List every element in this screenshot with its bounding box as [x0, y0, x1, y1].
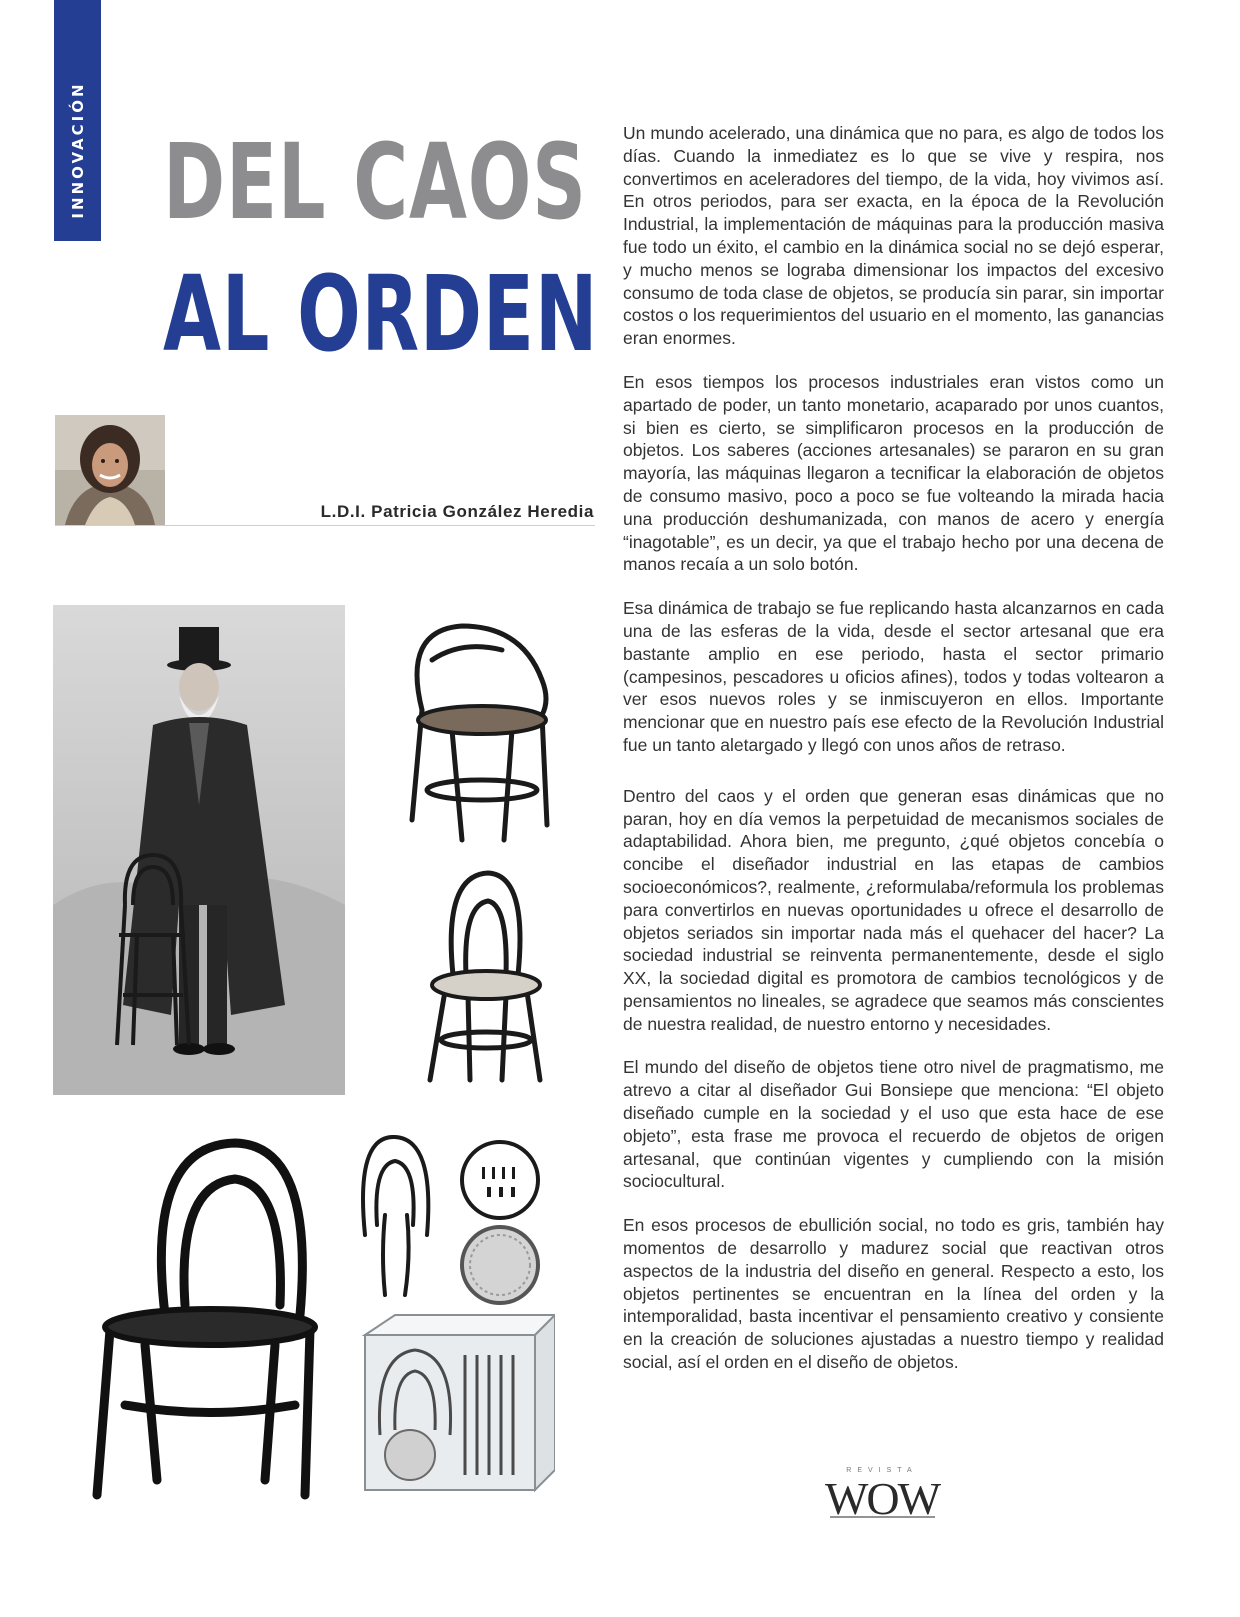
bentwood-chair-illustration — [408, 865, 558, 1090]
author-divider — [55, 525, 595, 526]
armchair-illustration — [392, 620, 572, 850]
logo-name: WOW — [824, 1473, 940, 1522]
no14-chair-illustration — [85, 1135, 335, 1505]
article-paragraph: Dentro del caos y el orden que generan esas dinámicas que no paran, hoy en día vemos la perpetuidad de mecanismos sociales de adaptabilidad. Ahora bien, me pregunto, ¿qué objetos concebía o concibe el diseñador industrial en las etapas de cambios socioeconómicos?, realmente, ¿reformulaba/reformula los problemas para convertirlos en nuevas oportunidades u ofrece el desarrollo de objetos seriados sin importar nada más el quehacer del hacer? La sociedad industrial se reinventa permanentemente, desde el siglo XX, la sociedad digital es promotora de cambios tecnológicos y de pensamientos no lineales, se agradece que seamos más conscientes de nuestra realidad, de nuestro entorno y necesidades. — [623, 785, 1164, 1034]
chair-parts-illustration — [355, 1135, 555, 1495]
section-label: INNOVACIÓN — [68, 81, 87, 219]
article-paragraph: El mundo del diseño de objetos tiene otro nivel de pragmatismo, me atrevo a citar al diseñador Gui Bonsiepe que menciona: “El objeto diseñado cumple en la sociedad y el uso que esta hace de ese objeto”, esta frase me provoca el recuerdo de objetos de origen artesanal, que continúan vigentes y cumpliendo con la misión sociocultural. — [623, 1057, 1164, 1192]
article-paragraph: Un mundo acelerado, una dinámica que no para, es algo de todos los días. Cuando la inmediatez es lo que se vive y respira, nos convertimos en aceleradores del tiempo, de la vida, hoy vivimos así. En otros periodos, para ser exacta, en la época de la Revolución Industrial, la implementación de máquinas para la producción masiva fue todo un éxito, el cambio en la dinámica social no se dejó esperar, y mucho menos se lograba dimensionar los impactos del excesivo consumo de toda clase de objetos, se producía sin parar, sin importar costos o los requerimientos del usuario en el momento, las ganancias eran enormes. — [623, 123, 1164, 349]
magazine-logo — [810, 1462, 955, 1522]
logo-kicker: REVISTA — [846, 1467, 918, 1474]
headline-line-1: DEL CAOS — [163, 121, 587, 243]
section-tab — [54, 0, 101, 241]
article-paragraph: Esa dinámica de trabajo se fue replicando hasta alcanzarnos en cada una de las esferas de la vida, desde el sector artesanal que era bastante amplio en ese periodo, hasta el sector primario (campesinos, pescadores u oficios afines), todos y todas voltearon a ver esos nuevos roles y se inmiscuyeron en ellos. Importante mencionar que en nuestro país ese efecto de la Revolución Industrial fue un tanto aletargado y llegó con unos años de retraso. — [623, 598, 1164, 755]
article-body — [623, 122, 1164, 1395]
historical-photo — [53, 605, 345, 1095]
article-paragraph: En esos tiempos los procesos industriales eran vistos como un apartado de poder, un tanto monetario, acaparado por unos cuantos, si bien es cierto, se simplificaron procesos en la producción de objetos. Los saberes (acciones artesanales) se pararon en su gran mayoría, las máquinas llegaron a tecnificar la elaboración de objetos de consumo masivo, poco a poco se fue volteando la mirada hacia una producción deshumanizada, con manos de acero y energía “inagotable”, es un decir, ya que el trabajo hecho por una decena de manos recaía a un solo botón. — [623, 371, 1164, 575]
headline-line-2: AL ORDEN — [163, 253, 599, 375]
author-photo — [55, 415, 165, 525]
article-paragraph: En esos procesos de ebullición social, no todo es gris, también hay momentos de desarrollo y madurez social que reactivan otros aspectos de la industria del diseño en general. Respecto a esto, los objetos pertinentes se encuentran en la línea del orden y la intemporalidad, basta incentivar el pensamiento creativo y consiente en la creación de soluciones ajustadas a nuestro tiempo y realidad social, así el orden en el diseño de objetos. — [623, 1215, 1164, 1373]
author-name: L.D.I. Patricia González Heredia — [320, 502, 594, 521]
